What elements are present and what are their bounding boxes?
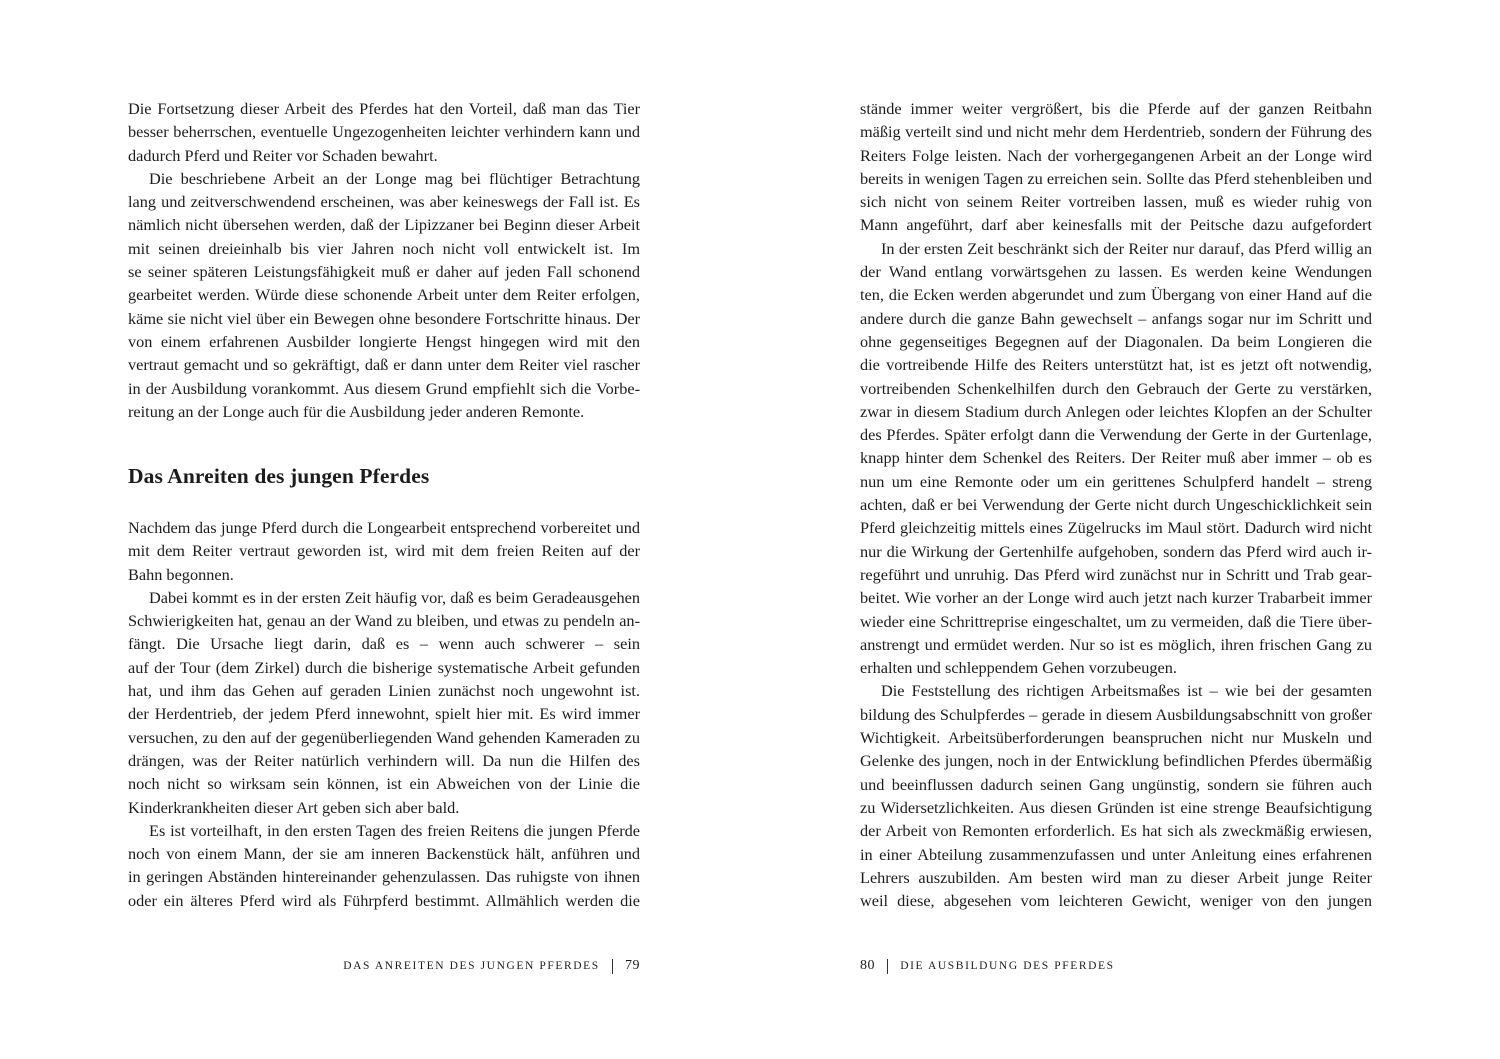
text-line: vertraut gemacht und so gekräftigt, daß er dann unter dem Reiter viel rascher xyxy=(128,355,640,375)
text-line: knapp hinter dem Schenkel des Reiters. Der Reiter muß aber immer – ob es xyxy=(860,448,1372,468)
paragraph xyxy=(128,97,640,167)
text-line: ohne gegenseitiges Begegnen auf der Diagonalen. Da beim Longieren die xyxy=(860,331,1372,351)
text-line: gearbeitet werden. Würde diese schonende Arbeit unter dem Reiter erfolgen, xyxy=(128,285,640,305)
text-line: sich nicht von seinem Reiter vortreiben lassen, muß es wieder ruhig von xyxy=(860,192,1372,212)
text-line: noch von einem Mann, der sie am inneren Backenstück hält, anführen und xyxy=(128,844,640,864)
text-line: nun um eine Remonte oder um ein gerittenes Schulpferd handelt – streng xyxy=(860,471,1372,491)
text-line: zwar in diesem Stadium durch Anlegen oder leichtes Klopfen an der Schulter xyxy=(860,401,1372,421)
text-line: lang und zeitverschwendend erscheinen, was aber keineswegs der Fall ist. Es xyxy=(128,192,640,212)
text-line: nämlich nicht übersehen werden, daß der Lipizzaner bei Beginn dieser Arbeit xyxy=(128,215,640,235)
text-line: zu Widersetzlichkeiten. Aus diesen Gründen ist eine strenge Beaufsichtigung xyxy=(860,797,1372,817)
footer-divider xyxy=(612,959,613,974)
text-line: wieder eine Schrittreprise eingeschaltet, um zu vermeiden, daß die Tiere über- xyxy=(860,611,1372,631)
page-footer xyxy=(860,958,1115,974)
text-line: in der Ausbildung vorankommt. Aus diesem Grund empfiehlt sich die Vorbe- xyxy=(128,378,640,398)
running-head: DIE AUSBILDUNG DES PFERDES xyxy=(900,960,1115,972)
text-line: Nachdem das junge Pferd durch die Longearbeit entsprechend vorbereitet und xyxy=(128,518,640,537)
text-line: der Herdentrieb, der jedem Pferd innewohnt, spielt hier mit. Es wird immer xyxy=(128,704,640,724)
page-number: 79 xyxy=(625,958,640,973)
text-line: Schwierigkeiten hat, genau an der Wand zu bleiben, und etwas zu pendeln an- xyxy=(128,611,640,631)
text-line: Die beschriebene Arbeit an der Longe mag bei flüchtiger Betrachtung xyxy=(149,168,640,188)
text-line: vortreibenden Schenkelhilfen durch den Gebrauch der Gerte zu verstärken, xyxy=(860,378,1372,398)
text-line: andere durch die ganze Bahn gewechselt – anfangs sogar nur im Schritt und xyxy=(860,308,1372,328)
paragraph xyxy=(128,516,640,586)
text-line: Pferd gleichzeitig mittels eines Zügelrucks im Maul stört. Dadurch wird nicht xyxy=(860,518,1372,538)
text-line: Die Fortsetzung dieser Arbeit des Pferdes hat den Vorteil, daß man das Tier xyxy=(128,99,640,118)
text-line: die vortreibende Hilfe des Reiters unterstützt hat, ist es jetzt oft notwendig, xyxy=(860,355,1372,375)
text-line: reitung an der Longe auch für die Ausbildung jeder anderen Remonte. xyxy=(128,401,585,421)
text-line: achten, daß er bei Verwendung der Gerte nicht durch Ungeschicklichkeit sein xyxy=(860,495,1372,515)
text-line: Reiters Folge leisten. Nach der vorhergegangenen Arbeit an der Longe wird xyxy=(860,145,1372,165)
text-line: se seiner späteren Leistungsfähigkeit muß er daher auf jeden Fall schonend xyxy=(128,262,640,282)
text-line: erhalten und schleppendem Gehen vorzubeugen. xyxy=(860,658,1177,678)
text-line: bildung des Schulpferdes – gerade in diesem Ausbildungsabschnitt von großer xyxy=(860,704,1372,724)
section-heading: Das Anreiten des jungen Pferdes xyxy=(128,464,430,488)
paragraph xyxy=(860,237,1372,680)
text-line: von einem erfahrenen Ausbilder longierte Hengst hingegen wird mit den xyxy=(128,331,640,351)
text-block xyxy=(860,97,1372,912)
text-line: und beeinflussen dadurch seinen Gang ungünstig, sondern sie führen auch xyxy=(860,774,1372,794)
footer-divider xyxy=(887,959,888,974)
text-line: käme sie nicht viel über ein Bewegen ohne besondere Fortschritte hinaus. Der xyxy=(128,308,640,328)
text-line: Lehrers auszubilden. Am besten wird man zu dieser Arbeit junge Reiter xyxy=(860,867,1372,887)
text-line: Es ist vorteilhaft, in den ersten Tagen des freien Reitens die jungen Pferde xyxy=(149,820,640,840)
text-line: fängt. Die Ursache liegt darin, daß es – wenn auch schwerer – sein xyxy=(128,634,640,654)
paragraph xyxy=(860,97,1372,237)
paragraph xyxy=(860,679,1372,912)
running-head: DAS ANREITEN DES JUNGEN PFERDES xyxy=(343,960,600,972)
text-line: mäßig verteilt sind und nicht mehr dem Herdentrieb, sondern der Führung des xyxy=(860,122,1372,142)
text-line: mit dem Reiter vertraut geworden ist, wird mit dem freien Reiten auf der xyxy=(128,541,640,561)
text-line: nur die Wirkung der Gertenhilfe aufgehoben, sondern das Pferd wird auch ir- xyxy=(860,541,1372,561)
text-line: beitet. Wie vorher an der Longe wird auch jetzt nach kurzer Trabarbeit immer xyxy=(860,588,1372,608)
text-line: der Wand entlang vorwärtsgehen zu lassen. Es werden keine Wendungen xyxy=(860,262,1372,282)
text-line: noch nicht so wirksam sein können, ist ein Abweichen von der Linie die xyxy=(128,774,640,794)
text-line: auf der Tour (dem Zirkel) durch die bisherige systematische Arbeit gefunden xyxy=(128,657,640,677)
text-line: Gelenke des jungen, noch in der Entwicklung befindlichen Pferdes übermäßig xyxy=(860,751,1372,771)
text-line: in einer Abteilung zusammenzufassen und unter Anleitung eines erfahrenen xyxy=(860,844,1372,864)
text-line: Kinderkrankheiten dieser Art geben sich aber bald. xyxy=(128,797,460,817)
text-line: versuchen, zu den auf der gegenüberliegenden Wand gehenden Kameraden zu xyxy=(128,727,640,747)
text-line: weil diese, abgesehen vom leichteren Gewicht, weniger von den jungen xyxy=(860,891,1372,911)
text-line: der Arbeit von Remonten erforderlich. Es hat sich als zweckmäßig erwiesen, xyxy=(860,821,1372,841)
text-line: regeführt und unruhig. Das Pferd wird zunächst nur in Schritt und Trab gear- xyxy=(860,564,1372,584)
text-line: anstrengt und ermüdet werden. Nur so ist es möglich, ihren frischen Gang zu xyxy=(860,634,1372,654)
text-line: bereits in wenigen Tagen zu erreichen sein. Sollte das Pferd stehenbleiben und xyxy=(860,168,1372,188)
text-line: stände immer weiter vergrößert, bis die Pferde auf der ganzen Reitbahn xyxy=(860,99,1372,118)
page-number: 80 xyxy=(860,958,875,973)
text-line: Bahn begonnen. xyxy=(128,564,234,584)
text-line: Dabei kommt es in der ersten Zeit häufig vor, daß es beim Geradeausgehen xyxy=(149,587,640,607)
paragraph xyxy=(128,586,640,819)
paragraph xyxy=(128,819,640,912)
text-block xyxy=(128,97,640,423)
text-line: des Pferdes. Später erfolgt dann die Verwendung der Gerte in der Gurtenlage, xyxy=(860,425,1372,445)
text-line: Die Feststellung des richtigen Arbeitsmaßes ist – wie bei der gesamten xyxy=(881,681,1372,701)
text-line: in geringen Abständen hintereinander gehenzulassen. Das ruhigste von ihnen xyxy=(128,867,640,887)
right-page xyxy=(750,0,1500,1059)
text-line: drängen, was der Reiter natürlich verhindern will. Da nun die Hilfen des xyxy=(128,750,640,770)
text-line: mit seinen dreieinhalb bis vier Jahren noch nicht voll entwickelt ist. Im xyxy=(128,238,640,258)
text-line: hat, und ihm das Gehen auf geraden Linien zunächst noch ungewohnt ist. xyxy=(128,681,640,701)
page-footer xyxy=(343,958,640,974)
text-line: oder ein älteres Pferd wird als Führpferd bestimmt. Allmählich werden die xyxy=(128,890,640,910)
paragraph xyxy=(128,167,640,423)
text-line: Wichtigkeit. Arbeitsüberforderungen beanspruchen nicht nur Muskeln und xyxy=(860,728,1372,748)
text-line: Mann angeführt, darf aber keinesfalls mit der Peitsche dazu aufgefordert xyxy=(860,215,1372,235)
text-line: besser beherrschen, eventuelle Ungezogenheiten leichter verhindern kann und xyxy=(128,122,640,142)
text-line: ten, die Ecken werden abgerundet und zum Übergang von einer Hand auf die xyxy=(860,285,1372,305)
text-line: In der ersten Zeit beschränkt sich der Reiter nur darauf, das Pferd willig an xyxy=(881,238,1372,258)
text-line: dadurch Pferd und Reiter vor Schaden bewahrt. xyxy=(128,145,438,165)
text-block xyxy=(128,516,640,912)
